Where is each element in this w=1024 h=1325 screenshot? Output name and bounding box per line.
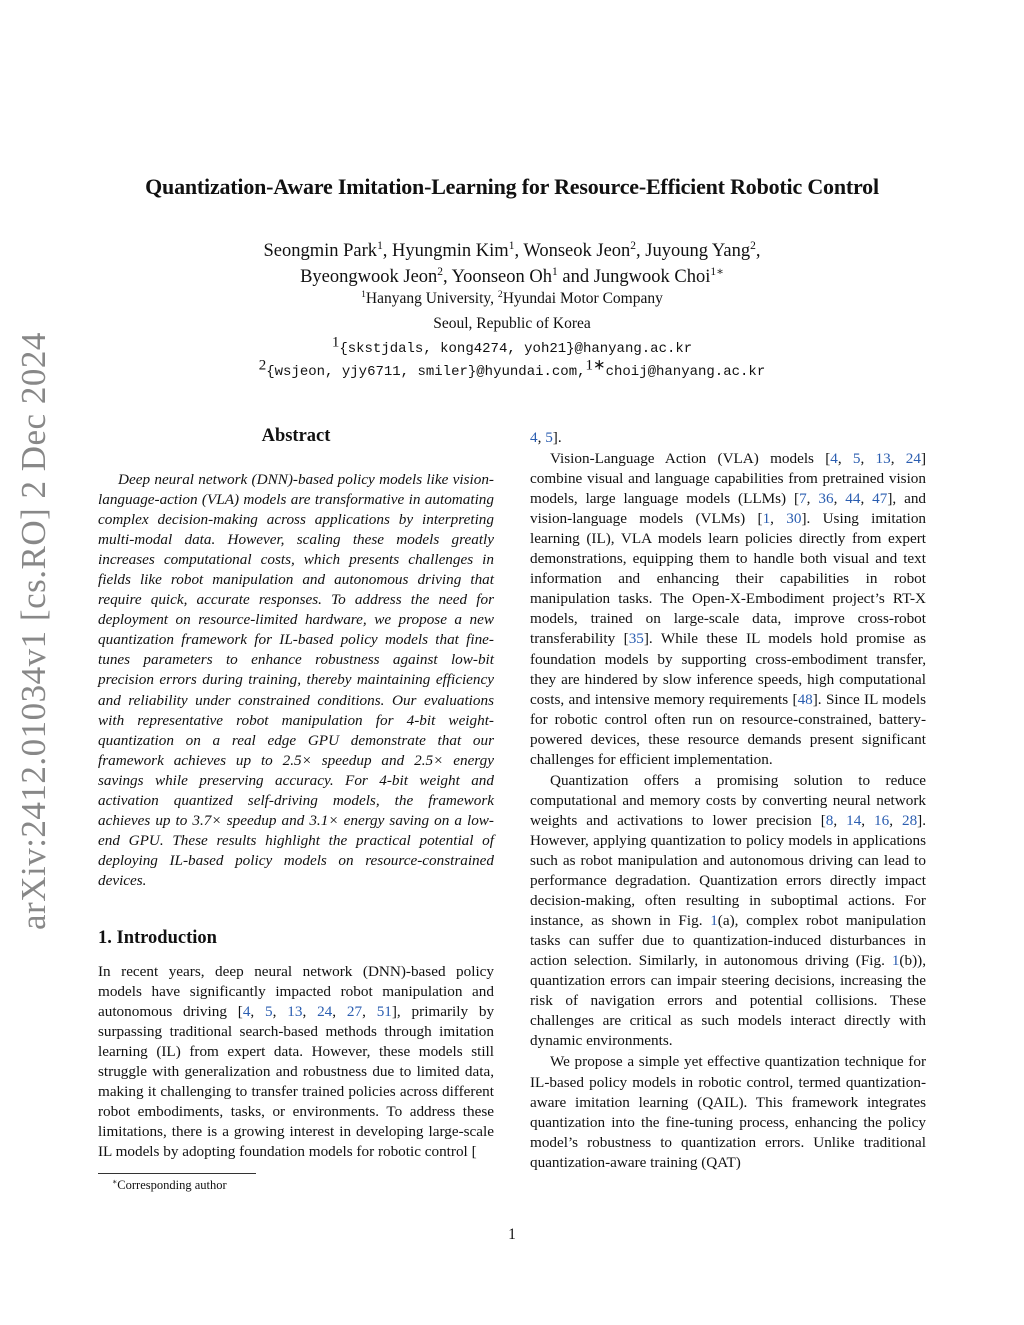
intro-paragraph-3: Quantization offers a promising solution to reduce computational and memory costs by converting neural network weights and activations to lower precision [8, 14, 16, 28]. However, applying quantization to policy models in applications such as robot manipulation and autonomous driving can lead to performance degradation. Quantization errors directly impact decision-making, often resulting in suboptimal actions. For instance, as shown in Fig. 1(a), complex robot manipulation tasks can suffer due to quantization-induced disturbances in action selection. Similarly, in autonomous driving (Fig. 1(b)), quantization errors can impair steering decisions, increasing the risk of navigation errors and potential collisions. These challenges are critical as such models interact directly with dynamic environments. [530, 771, 927, 1050]
author-name: Jungwook Choi [593, 267, 711, 287]
section-heading-introduction: 1. Introduction [98, 928, 217, 948]
footnote: ∗Corresponding author [112, 1176, 227, 1192]
intro-paragraph-4: We propose a simple yet effective quantization technique for IL-based policy models in robotic control, termed quantization-aware imitation learning (QAIL). This framework integrates quantization into the fine-tuning process, enhancing the policy model’s robustness to quantization errors. Unlike traditional quantization-aware training (QAT) [530, 1053, 926, 1171]
author-name: Hyungmin Kim [392, 241, 509, 261]
intro-paragraph-1: In recent years, deep neural network (DNN)-based policy models have significantly impacted robot manipulation and autonomous driving [4, 5, 13, 24, 27, 51], primarily by surpassing traditional search-based methods through imitation learning (IL) from expert data. However, these models still struggle with generalization and robustness due to limited data, making it challenging to transfer trained policies across different robot embodiments, tasks, or environments. To address these limitations, there is a growing interest in developing large-scale IL models by adopting foundation models for robotic control [ [98, 963, 495, 1161]
author-name: Byeongwook Jeon [300, 267, 438, 287]
affiliations: $^1$Hanyang University, $^2$Hyundai Motor Company [361, 288, 663, 307]
author-name: Wonseok Jeon [523, 241, 631, 261]
arxiv-identifier: arXiv:2412.01034v1 [cs.RO] 2 Dec 2024 [14, 332, 53, 930]
author-name: Juyoung Yang [645, 241, 751, 261]
right-column [530, 428, 926, 1173]
author-name: Seongmin Park [263, 241, 378, 261]
author-list: Seongmin Park$^1$, Hyungmin Kim$^1$, Wonseok Jeon$^2$, Juyoung Yang$^2$, Byeongwook Jeon$^2$, Yoonseon Oh$^1$ and Jungwook Choi$^{1∗}$ [263, 239, 761, 287]
author-name: Yoonseon Oh [451, 267, 552, 287]
email-line-2: $^2${wsjeon, yjy6711, smiler}@hyundai.com,$^{1∗}$choij@hanyang.ac.kr [258, 357, 766, 380]
page-number: 1 [508, 1226, 516, 1243]
location: Seoul, Republic of Korea [433, 315, 591, 332]
intro-paragraph-1-continued: 4, 5]. [530, 429, 562, 446]
footnote-rule [98, 1173, 256, 1174]
abstract-text: Deep neural network (DNN)-based policy models like vision-language-action (VLA) models are transformative in automating complex decision-making across applications by interpreting multi-modal data. However, scaling these models greatly increases computational costs, which presents challenges in fields like robot manipulation and autonomous driving that require quick, accurate responses. To address the need for deployment on resource-limited hardware, we propose a new quantization framework for IL-based policy models that fine-tunes parameters to enhance robustness against low-bit precision errors during training, thereby maintaining efficiency and reliability under constrained conditions. Our evaluations with representative robot manipulation for 4-bit weight-quantization on a real edge GPU demonstrate that our framework achieves up to 2.5× speedup and 2.5× energy savings while preserving accuracy. For 4-bit weight and activation quantized self-driving models, the framework achieves up to 3.7× speedup and 3.1× energy saving on a low-end GPU. These results highlight the practical potential of deploying IL-based policy models on resource-constrained devices. [98, 471, 494, 889]
email-line-1: $^1${skstjdals, kong4274, yoh21}@hanyang.ac.kr [331, 334, 693, 357]
abstract-heading: Abstract [261, 426, 331, 446]
paper-title: Quantization-Aware Imitation-Learning for Resource-Efficient Robotic Control [145, 174, 879, 199]
intro-paragraph-2: Vision-Language Action (VLA) models [4, 5, 13, 24] combine visual and language capabilities from pretrained vision models, large language models (LLMs) [7, 36, 44, 47], and vision-language models (VLMs) [1, 30]. Using imitation learning (IL), VLA models learn policies directly from expert demonstrations, equipping them to handle both visual and text information and enhancing their capabilities in robot manipulation tasks. The Open-X-Embodiment project’s RT-X models, trained on large-scale data, improve cross-robot transferability [35]. While these IL models hold promise as foundation models by supporting cross-embodiment transfer, they are hindered by slow inference speeds, high computational costs, and intensive memory requirements [48]. Since IL models for robotic control often run on resource-constrained, battery-powered devices, these resource demands present significant challenges for efficient implementation. [530, 450, 927, 768]
